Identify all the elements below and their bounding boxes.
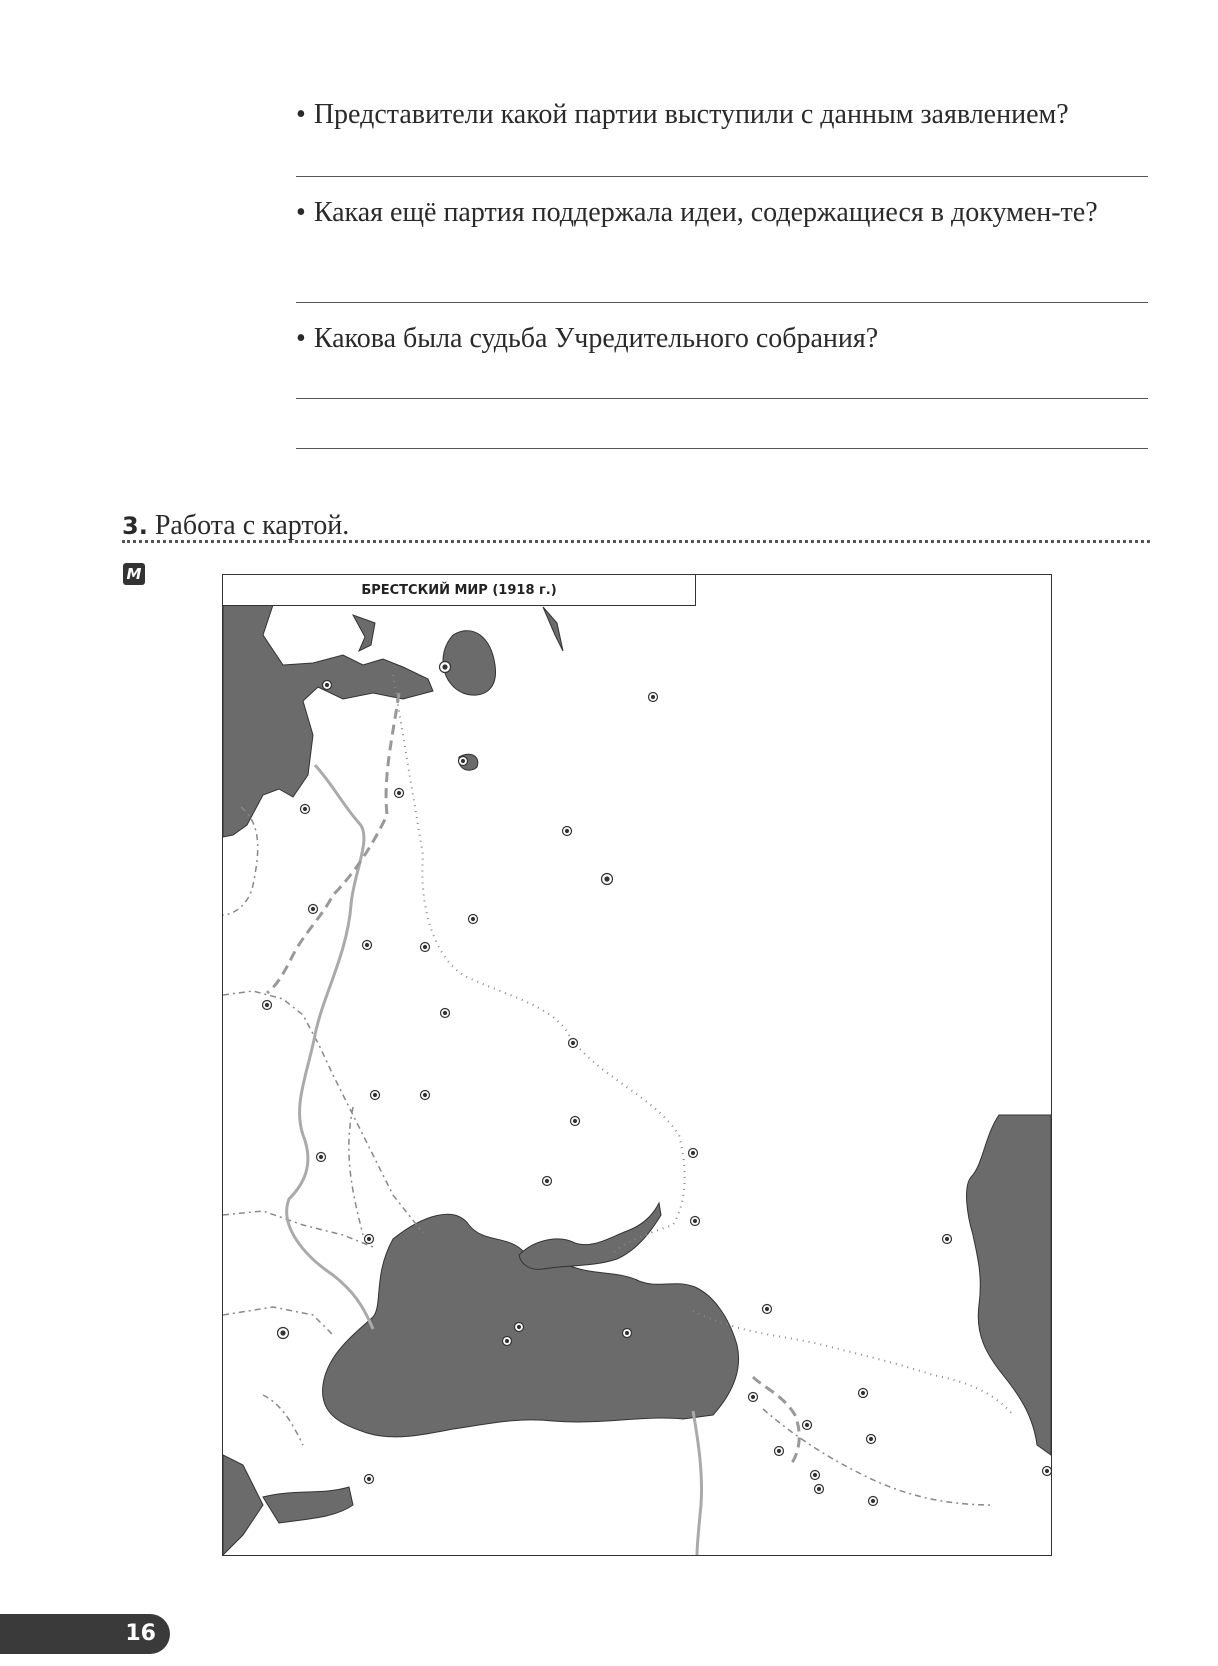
city-marker	[421, 1091, 430, 1100]
page-number-tab	[0, 1614, 170, 1654]
city-marker	[775, 1447, 784, 1456]
city-marker	[623, 1329, 632, 1338]
city-marker	[943, 1235, 952, 1244]
question-3	[296, 322, 1148, 355]
bullet: •	[296, 99, 306, 130]
city-marker	[689, 1149, 698, 1158]
city-marker	[365, 1475, 374, 1484]
map-title: БРЕСТСКИЙ МИР (1918 г.)	[223, 575, 696, 606]
question-text: Представители какой партии выступили с данным заявлением?	[313, 99, 1069, 130]
city-marker	[441, 1009, 450, 1018]
bullet: •	[296, 323, 306, 354]
city-marker	[569, 1039, 578, 1048]
task-heading	[122, 510, 349, 542]
city-marker	[563, 827, 572, 836]
city-marker	[649, 693, 658, 702]
caspian-sea	[967, 1115, 1051, 1455]
city-marker	[469, 915, 478, 924]
city-marker	[301, 805, 310, 814]
map-brest-peace	[222, 574, 1052, 1556]
city-marker	[395, 789, 404, 798]
baltic-sea	[223, 605, 433, 837]
city-marker	[363, 941, 372, 950]
page-number: 16	[125, 1621, 156, 1646]
answer-line[interactable]	[296, 302, 1148, 303]
city-marker	[691, 1217, 700, 1226]
question-text: Какая ещё партия поддержала идеи, содержащиеся в докумен-те?	[313, 197, 1098, 228]
city-marker	[602, 874, 613, 885]
city-marker	[323, 681, 332, 690]
answer-line[interactable]	[296, 448, 1148, 449]
sea-of-marmara	[263, 1487, 353, 1523]
water-bodies	[223, 605, 1051, 1555]
city-marker	[365, 1235, 374, 1244]
lake-onega	[353, 615, 375, 651]
city-marker	[317, 1153, 326, 1162]
city-marker	[278, 1328, 289, 1339]
city-marker	[749, 1393, 758, 1402]
question-1	[296, 98, 1148, 131]
map-icon: M	[123, 563, 145, 585]
task-number: 3.	[122, 512, 148, 540]
city-marker	[1043, 1467, 1052, 1476]
city-marker	[459, 757, 468, 766]
task-title: Работа с картой.	[154, 510, 350, 541]
city-marker	[515, 1323, 524, 1332]
answer-line[interactable]	[296, 398, 1148, 399]
question-2	[296, 196, 1148, 229]
city-marker	[371, 1091, 380, 1100]
dotted-divider	[122, 540, 1150, 543]
city-marker	[309, 905, 318, 914]
city-marker	[503, 1337, 512, 1346]
question-text: Какова была судьба Учредительного собрания?	[313, 323, 879, 354]
city-marker	[867, 1435, 876, 1444]
bullet: •	[296, 197, 306, 228]
city-marker	[571, 1117, 580, 1126]
map-canvas	[223, 575, 1051, 1555]
city-marker	[263, 1001, 272, 1010]
answer-line[interactable]	[296, 176, 1148, 177]
city-marker	[543, 1177, 552, 1186]
city-marker	[869, 1497, 878, 1506]
city-marker	[803, 1421, 812, 1430]
city-marker	[815, 1485, 824, 1494]
lake-ladoga	[443, 631, 496, 695]
city-marker	[763, 1305, 772, 1314]
city-marker	[811, 1471, 820, 1480]
city-marker	[421, 943, 430, 952]
city-marker	[440, 662, 451, 673]
